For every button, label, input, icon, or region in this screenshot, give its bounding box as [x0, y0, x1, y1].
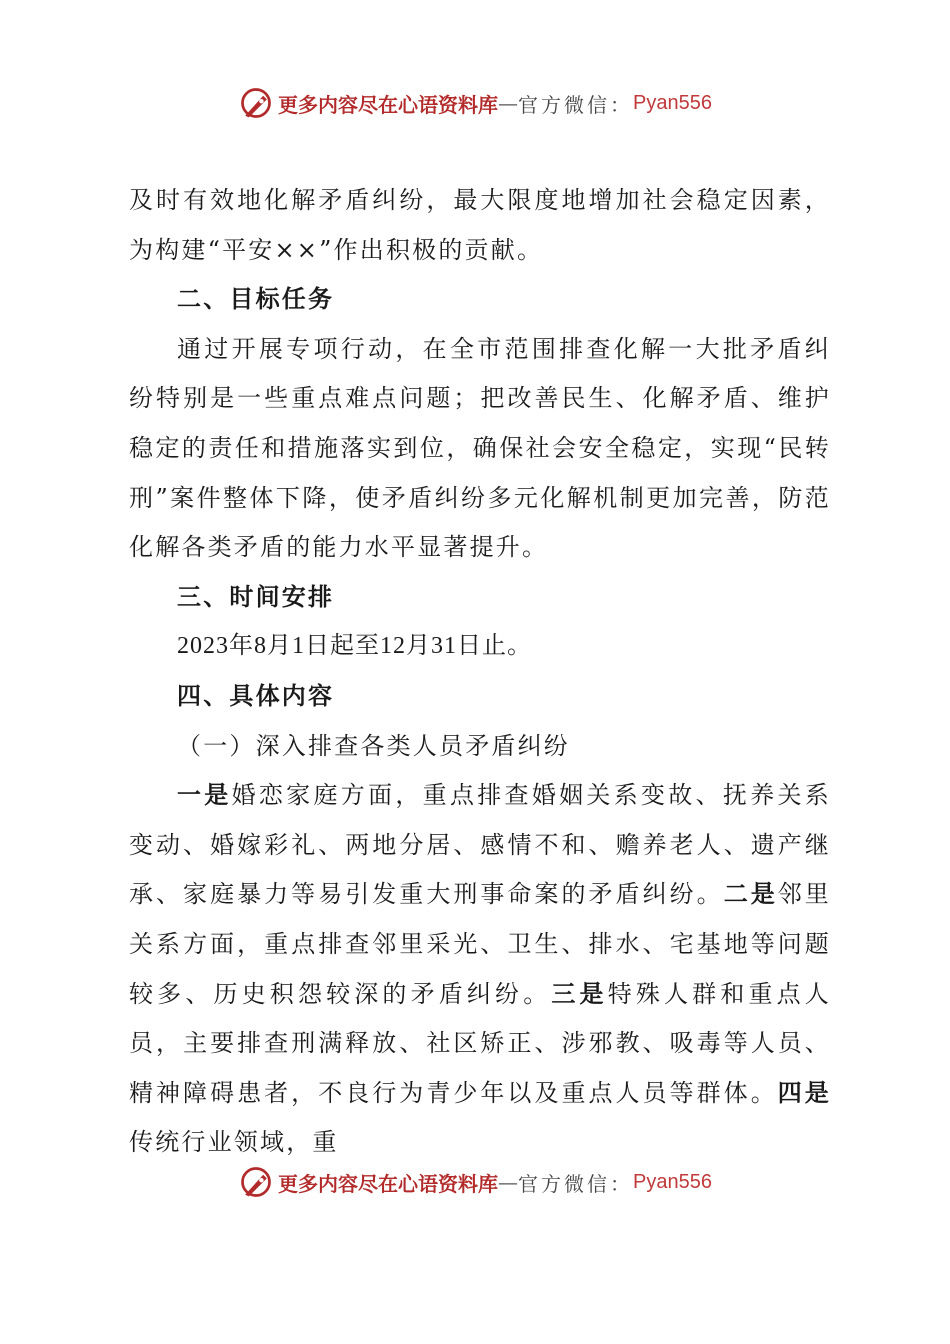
banner-wechat-label: 官方微信： [518, 1171, 634, 1196]
text-3: 特殊人群和重点人员，主要排查刑满释放、社区矫正、涉邪教、吸毒等人员、精神障碍患者，不良行为青少年以及重点人员等群体。 [129, 979, 832, 1107]
header-banner [0, 83, 950, 123]
paragraph-objectives: 通过开展专项行动，在全市范围排查化解一大批矛盾纠纷特别是一些重点难点问题；把改善民生、化解矛盾、维护稳定的责任和措施落实到位，确保社会安全稳定，实现“民转刑”案件整体下降，使矛盾纠纷多元化解机制更加完善，防范化解各类矛盾的能力水平显著提升。 [129, 334, 831, 562]
banner-wechat-id: Pyan556 [633, 91, 712, 114]
bold-lead-2: 二是 [723, 880, 778, 909]
pen-nib-logo-icon [238, 85, 274, 121]
banner-wechat-id: Pyan556 [633, 1170, 712, 1193]
paragraph-schedule: 2023年8月1日起至12月31日止。 [177, 633, 532, 660]
subheading-investigate: （一）深入排查各类人员矛盾纠纷 [177, 731, 570, 760]
footer-banner [0, 1162, 950, 1202]
pen-nib-logo-icon [238, 1164, 274, 1200]
text-4: 传统行业领域，重 [129, 1128, 339, 1157]
text-2: 邻里关系方面，重点排查邻里采光、卫生、排水、宅基地等问题较多、历史积怨较深的矛盾纠纷。 [129, 880, 831, 1008]
banner-wechat-label: 官方微信： [518, 92, 634, 117]
heading-content: 四、具体内容 [177, 681, 335, 710]
banner-separator: — [498, 1170, 519, 1194]
banner-brand-text: 更多内容尽在心语资料库 [278, 1171, 499, 1196]
banner-brand-text: 更多内容尽在心语资料库 [278, 92, 499, 117]
paragraph-continuation: 及时有效地化解矛盾纠纷，最大限度地增加社会稳定因素，为构建“平安××”作出积极的贡献。 [129, 186, 831, 264]
banner-separator: — [498, 91, 519, 115]
text-1: 婚恋家庭方面，重点排查婚姻关系变故、抚养关系变动、婚嫁彩礼、两地分居、感情不和、赡养老人、遗产继承、家庭暴力等易引发重大刑事命案的矛盾纠纷。 [129, 781, 831, 909]
paragraph-categories [129, 771, 831, 1168]
bold-lead-4: 四是 [777, 1078, 831, 1107]
heading-schedule: 三、时间安排 [177, 582, 335, 611]
heading-objectives: 二、目标任务 [177, 285, 335, 314]
bold-lead-1: 一是 [177, 781, 232, 810]
bold-lead-3: 三是 [551, 979, 608, 1008]
document-body [129, 176, 831, 1168]
